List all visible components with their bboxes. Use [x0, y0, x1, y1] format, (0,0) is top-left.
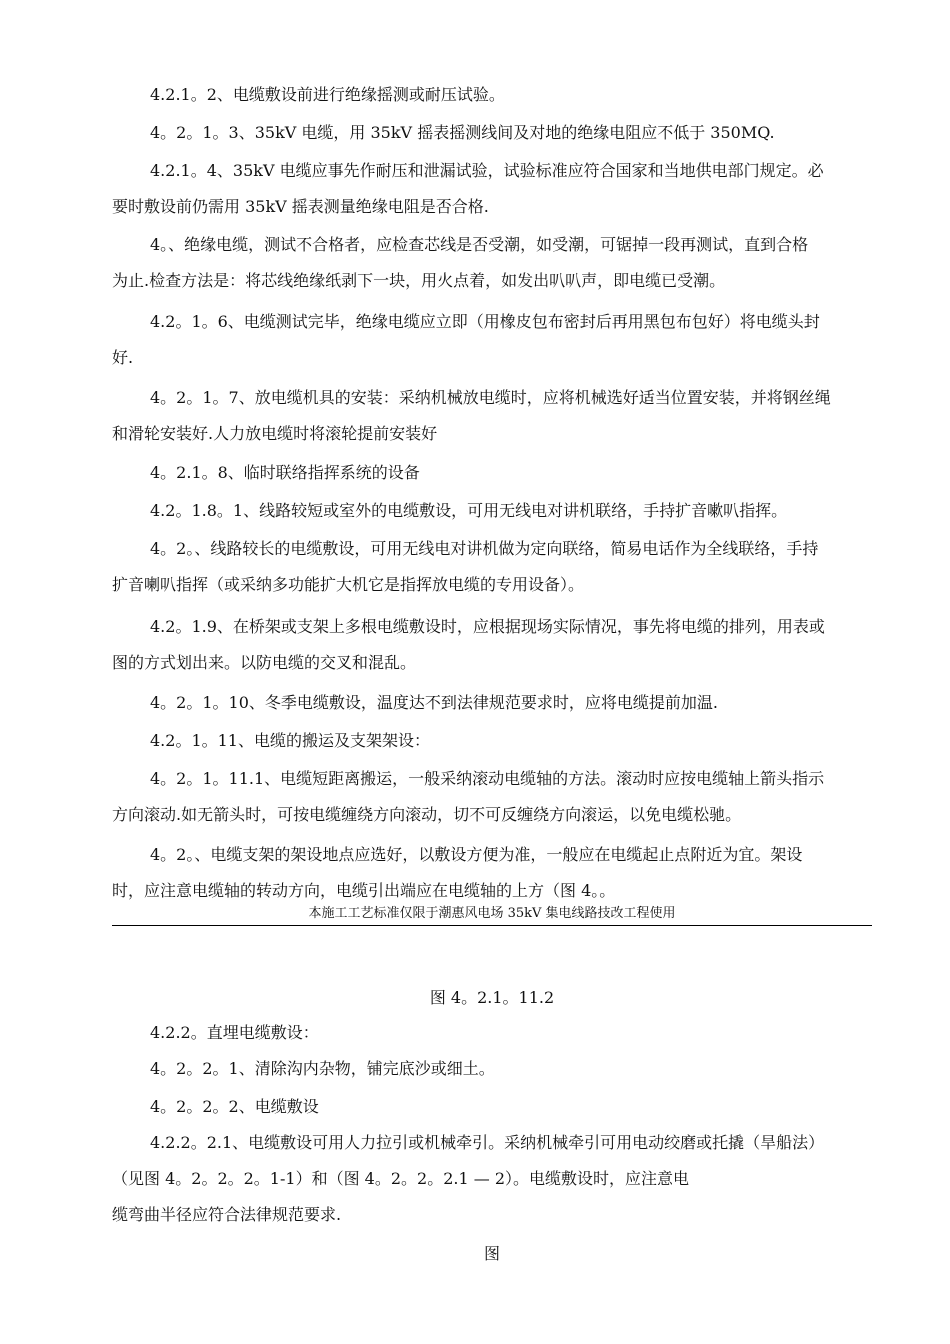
paragraph-4-2-1-4	[112, 153, 872, 225]
paragraph-line: 4。2。1。10、冬季电缆敷设，温度达不到法律规范要求时，应将电缆提前加温.	[150, 693, 718, 712]
paragraph-line: 和滑轮安装好.人力放电缆时将滚轮提前安装好	[112, 424, 438, 443]
paragraph-4-2-1-8-2	[112, 531, 872, 603]
paragraph-4-2-2	[112, 1015, 872, 1051]
paragraph-4-2-2-2	[112, 1089, 872, 1125]
paragraph-line: 时，应注意电缆轴的转动方向，电缆引出端应在电缆轴的上方（图 4。。	[112, 881, 616, 900]
paragraph-line: 图的方式划出来。以防电缆的交叉和混乱。	[112, 653, 417, 672]
paragraph-line: 4。2。1。7、放电缆机具的安装：采纳机械放电缆时，应将机械选好适当位置安装，并将钢丝绳	[150, 388, 831, 407]
paragraph-line: 4.2.2。直埋电缆敷设：	[150, 1023, 319, 1042]
figure-caption: 图 4。2.1。11.2	[429, 988, 555, 1007]
paragraph-line: 4。2。、电缆支架的架设地点应选好，以敷设方便为准，一般应在电缆起止点附近为宜。架设	[150, 845, 803, 864]
figure-label: 图	[483, 1244, 500, 1263]
paragraph-4-2-1-10	[112, 685, 872, 721]
paragraph-4-2-1-6	[112, 304, 872, 376]
paragraph-line: 4.2。1.8。1、线路较短或室外的电缆敷设，可用无线电对讲机联络，手持扩音嗽叭指挥。	[150, 501, 788, 520]
paragraph-line: 4。2。2。2、电缆敷设	[150, 1097, 319, 1116]
paragraph-4-2-1-11	[112, 723, 872, 759]
paragraph-4-2-1-8	[112, 455, 872, 491]
paragraph-line: 为止.检查方法是：将芯线绝缘纸剥下一块，用火点着，如发出叭叭声，即电缆已受潮。	[112, 271, 726, 290]
paragraph-line: 4.2.2。2.1、电缆敷设可用人力拉引或机械牵引。采纳机械牵引可用电动绞磨或托撬（旱船法）	[150, 1133, 825, 1152]
paragraph-line: 扩音喇叭指挥（或采纳多功能扩大机它是指挥放电缆的专用设备）。	[112, 575, 585, 594]
paragraph-line: 方向滚动.如无箭头时，可按电缆缠绕方向滚动，切不可反缠绕方向滚运，以免电缆松驰。	[112, 805, 742, 824]
paragraph-line: 4。2。1。11.1、电缆短距离搬运，一般采纳滚动电缆轴的方法。滚动时应按电缆轴上箭头指示	[150, 769, 825, 788]
paragraph-line: 4。2。、线路较长的电缆敷设，可用无线电对讲机做为定向联络，简易电话作为全线联络，手持	[150, 539, 819, 558]
paragraph-line: 缆弯曲半径应符合法律规范要求.	[112, 1205, 342, 1224]
paragraph-line: 4.2。1。6、电缆测试完毕，绝缘电缆应立即（用橡皮包布密封后再用黑包布包好）将电缆头封	[150, 312, 820, 331]
paragraph-4-2-1-3	[112, 115, 872, 151]
paragraph-line: 好.	[112, 348, 134, 367]
paragraph-4-2-1-5	[112, 227, 872, 299]
paragraph-4-2-1-2	[112, 77, 872, 113]
paragraph-4-2-1-11-2	[112, 837, 872, 909]
paragraph-line: 4.2.1。2、电缆敷设前进行绝缘摇测或耐压试验。	[150, 85, 505, 104]
paragraph-4-2-1-9	[112, 609, 872, 681]
page-footer: 本施工工艺标准仅限于潮惠风电场 35kV 集电线路技改工程使用	[308, 906, 676, 921]
paragraph-line: 4。、绝缘电缆，测试不合格者，应检查芯线是否受潮，如受潮，可锯掉一段再测试，直到合格	[150, 235, 809, 254]
paragraph-line: 4。2.1。8、临时联络指挥系统的设备	[150, 463, 420, 482]
paragraph-4-2-1-7	[112, 380, 872, 452]
paragraph-line: 4.2。1.9、在桥架或支架上多根电缆敷设时，应根据现场实际情况，事先将电缆的排列，用表或	[150, 617, 825, 636]
paragraph-4-2-1-11-1	[112, 761, 872, 833]
paragraph-4-2-1-8-1	[112, 493, 872, 529]
paragraph-line: 4.2.1。4、35kV 电缆应事先作耐压和泄漏试验，试验标准应符合国家和当地供电部门规定。必	[150, 161, 824, 180]
paragraph-4-2-2-2-1	[112, 1125, 872, 1233]
paragraph-line: 要时敷设前仍需用 35kV 摇表测量绝缘电阻是否合格.	[112, 197, 489, 216]
paragraph-line: 4。2。2。1、清除沟内杂物，铺完底沙或细土。	[150, 1059, 495, 1078]
paragraph-line: 4。2。1。3、35kV 电缆，用 35kV 摇表摇测线间及对地的绝缘电阻应不低于 350MQ.	[150, 123, 775, 142]
paragraph-line: （见图 4。2。2。2。1-1）和（图 4。2。2。2.1 — 2）。电缆敷设时，应注意电	[112, 1169, 689, 1188]
paragraph-line: 4.2。1。11、电缆的搬运及支架架设：	[150, 731, 430, 750]
paragraph-4-2-2-1	[112, 1051, 872, 1087]
footer-divider	[112, 925, 872, 926]
